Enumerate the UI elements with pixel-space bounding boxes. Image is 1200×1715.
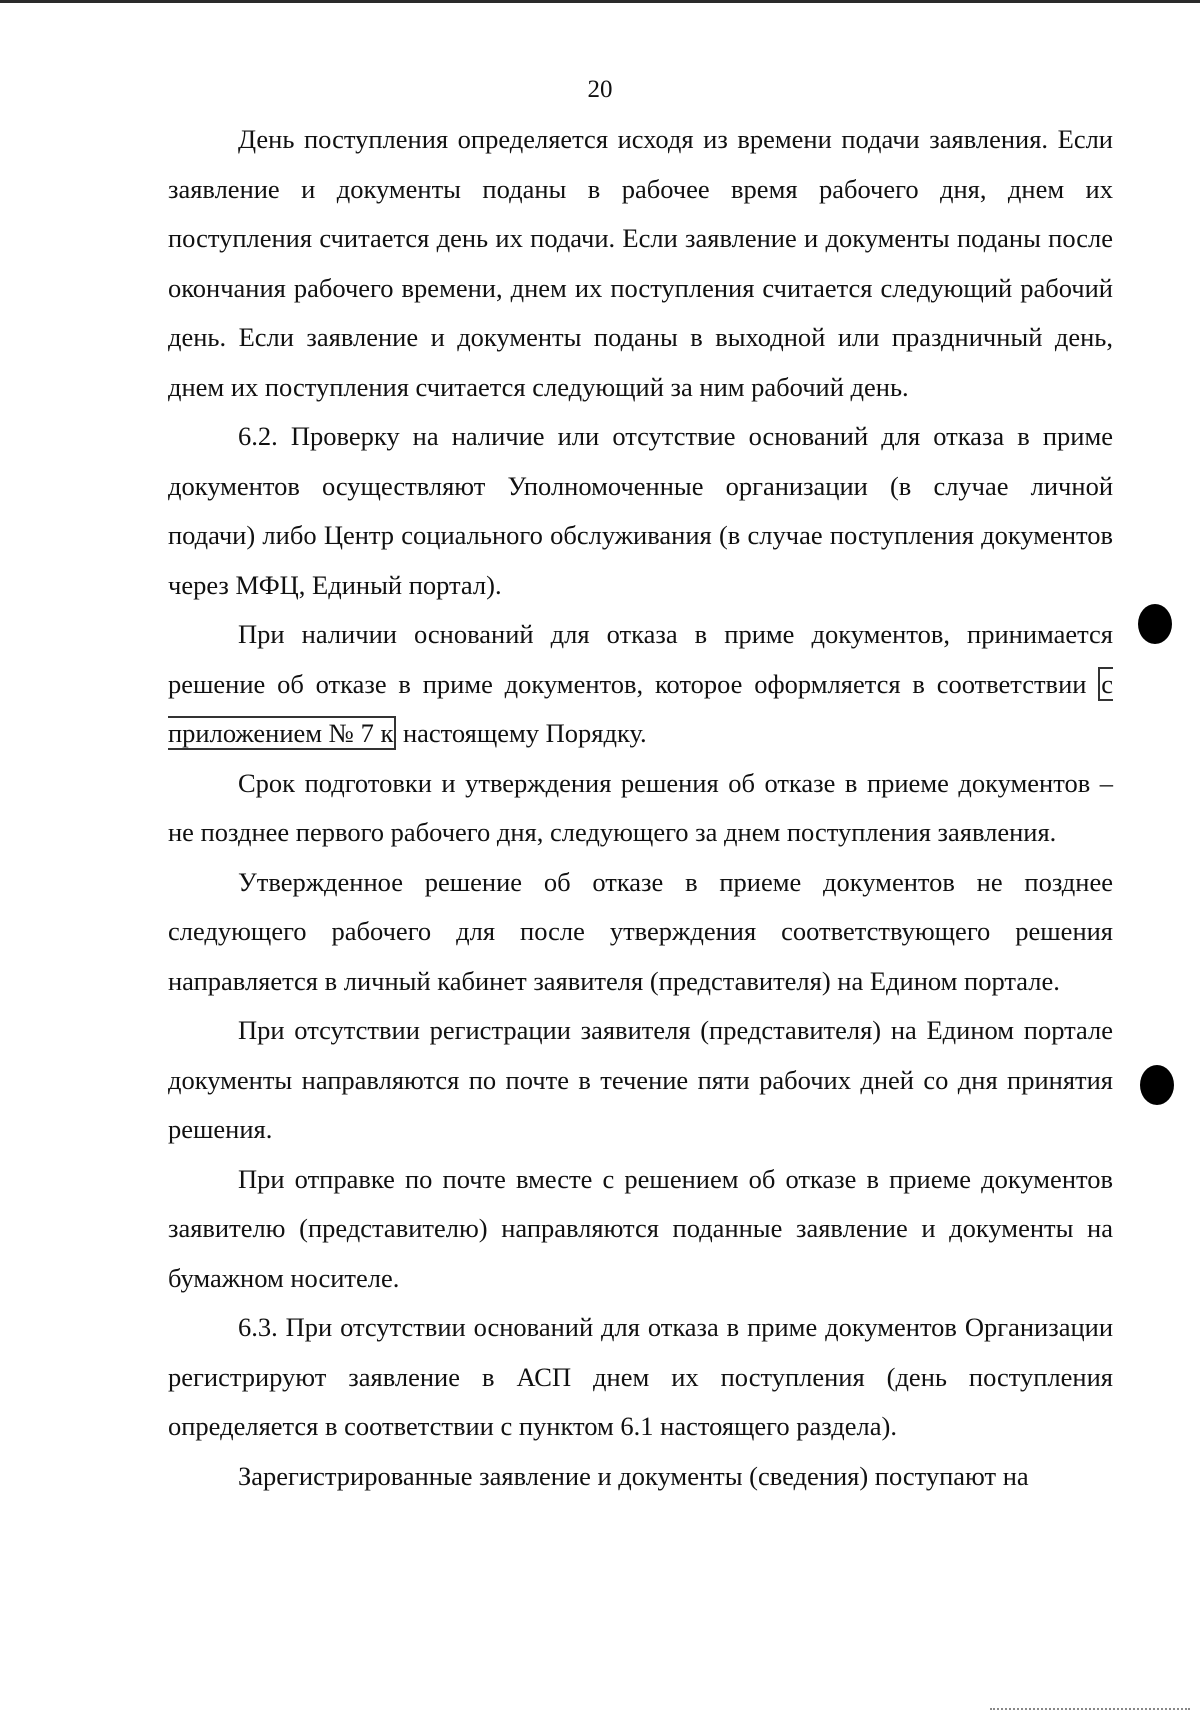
paragraph-returned-documents: При отправке по почте вместе с решением об отказе в приеме документов заявителю (представителю) направляются поданные заявление и документы на бумажном носителе. <box>168 1163 1113 1293</box>
paragraph-refusal-decision-text: При наличии оснований для отказа в приме документов, принимается решение об отказе в приме документов, которое оформляется в соответствии <box>168 619 1113 699</box>
scan-bottom-edge <box>990 1708 1190 1710</box>
paragraph-receipt-day: День поступления определяется исходя из времени подачи заявления. Если заявление и документы поданы в рабочее время рабочего дня, днем их поступления считается день их подачи. Если заявление и документы поданы после окончания рабочего времени, днем их поступления считается следующий рабочий день. Если заявление и документы поданы в выходной или праздничный день, днем их поступления считается следующий за ним рабочий день. <box>168 124 1113 402</box>
paragraph-registered-documents: Зарегистрированные заявление и документы (сведения) поступают на <box>238 1460 1029 1491</box>
paragraph-refusal-decision <box>168 610 1113 759</box>
paragraph-preparation-deadline: Срок подготовки и утверждения решения об отказе в приеме документов – не позднее первого рабочего дня, следующего за днем поступления заявления. <box>168 767 1113 847</box>
paragraph-6-3: 6.3. При отсутствии оснований для отказа в приме документов Организации регистрируют заявление в АСП днем их поступления (день поступления определяется в соответствии с пунктом 6.1 настоящего раздела). <box>168 1312 1113 1441</box>
paragraph-refusal-decision-tail: настоящему Порядку. <box>396 718 647 748</box>
scan-top-edge <box>0 0 1200 3</box>
binder-hole-mark <box>1138 604 1172 644</box>
document-body <box>168 115 1113 1501</box>
page-number: 20 <box>587 76 613 103</box>
appendix-7-reference-link[interactable]: с приложением № 7 к <box>168 668 1113 748</box>
paragraph-6-2: 6.2. Проверку на наличие или отсутствие оснований для отказа в приме документов осуществляют Уполномоченные организации (в случае личной подачи) либо Центр социального обслуживания (в случае поступления документов через МФЦ, Единый портал). <box>168 421 1113 600</box>
paragraph-postal-delivery: При отсутствии регистрации заявителя (представителя) на Едином портале документы направляются по почте в течение пяти рабочих дней со дня принятия решения. <box>168 1015 1113 1144</box>
binder-hole-mark <box>1140 1065 1174 1105</box>
paragraph-approved-decision: Утвержденное решение об отказе в приеме документов не позднее следующего рабочего для после утверждения соответствующего решения направляется в личный кабинет заявителя (представителя) на Едином портале. <box>168 866 1113 996</box>
